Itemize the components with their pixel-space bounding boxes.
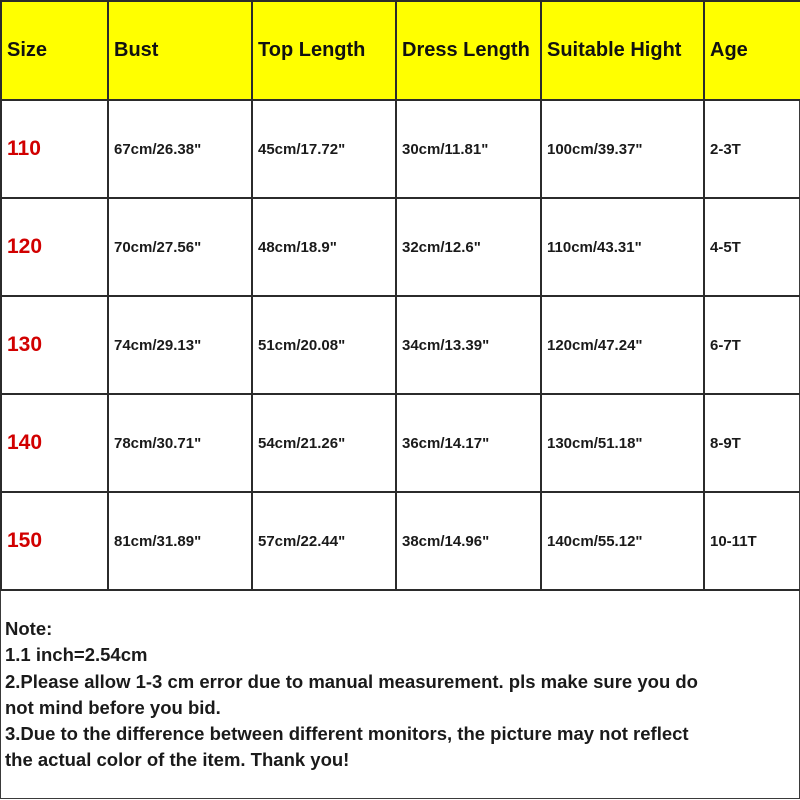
height-cell: 140cm/55.12" [541,492,704,590]
age-cell: 8-9T [704,394,800,492]
dress-length-cell: 36cm/14.17" [396,394,541,492]
bust-cell: 67cm/26.38" [108,100,252,198]
note-line: 1.1 inch=2.54cm [5,644,148,666]
header-bust: Bust [108,1,252,100]
table-row [1,198,800,296]
top-length-cell: 51cm/20.08" [252,296,396,394]
dress-length-cell: 30cm/11.81" [396,100,541,198]
header-size: Size [1,1,108,100]
bust-cell: 78cm/30.71" [108,394,252,492]
table-row [1,492,800,590]
bust-cell: 81cm/31.89" [108,492,252,590]
header-age: Age [704,1,800,100]
note-line: not mind before you bid. [5,696,221,718]
note-line: the actual color of the item. Thank you! [5,749,350,771]
bust-cell: 70cm/27.56" [108,198,252,296]
notes-title: Note: [5,618,53,639]
height-cell: 100cm/39.37" [541,100,704,198]
size-cell: 150 [1,492,108,590]
header-top-length: Top Length [252,1,396,100]
age-cell: 10-11T [704,492,800,590]
height-cell: 110cm/43.31" [541,198,704,296]
table-row [1,296,800,394]
table-row [1,394,800,492]
dress-length-cell: 32cm/12.6" [396,198,541,296]
bust-cell: 74cm/29.13" [108,296,252,394]
header-dress-length: Dress Length [396,1,541,100]
age-cell: 6-7T [704,296,800,394]
notes-section [5,616,795,774]
top-length-cell: 57cm/22.44" [252,492,396,590]
height-cell: 120cm/47.24" [541,296,704,394]
note-line: 3.Due to the difference between different monitors, the picture may not reflect [5,723,689,745]
table-header-row [1,1,800,100]
note-line: 2.Please allow 1-3 cm error due to manual measurement. pls make sure you do [5,670,698,692]
height-cell: 130cm/51.18" [541,394,704,492]
size-cell: 120 [1,198,108,296]
dress-length-cell: 38cm/14.96" [396,492,541,590]
top-length-cell: 48cm/18.9" [252,198,396,296]
size-cell: 130 [1,296,108,394]
top-length-cell: 45cm/17.72" [252,100,396,198]
age-cell: 2-3T [704,100,800,198]
dress-length-cell: 34cm/13.39" [396,296,541,394]
table-row [1,100,800,198]
size-cell: 140 [1,394,108,492]
top-length-cell: 54cm/21.26" [252,394,396,492]
age-cell: 4-5T [704,198,800,296]
header-suitable-height: Suitable Hight [541,1,704,100]
size-cell: 110 [1,100,108,198]
